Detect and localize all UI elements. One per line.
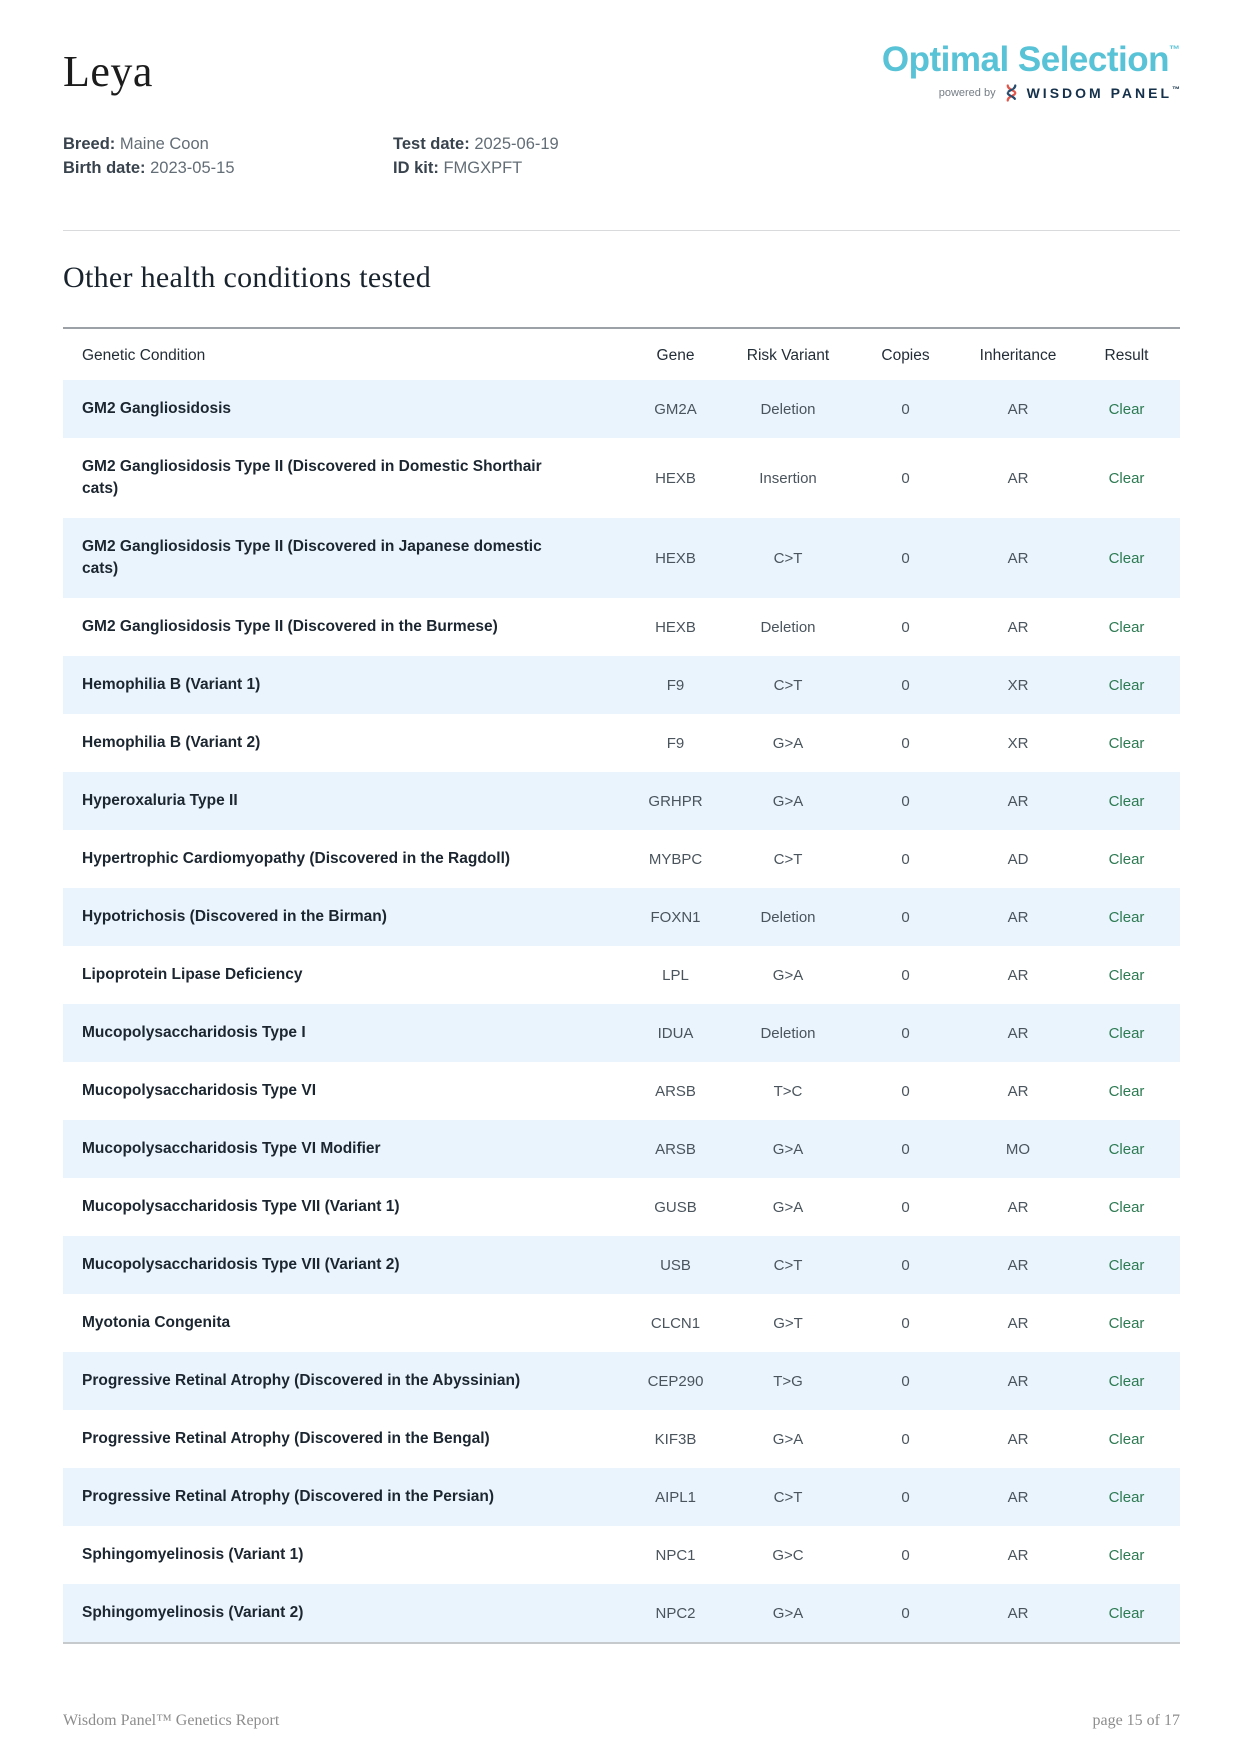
- column-header-risk-variant: Risk Variant: [746, 347, 830, 364]
- copies-cell: 0: [901, 469, 910, 487]
- inheritance-cell: XR: [1007, 734, 1029, 752]
- risk-variant-cell: G>A: [772, 1604, 804, 1622]
- table-row: [63, 1294, 1180, 1352]
- result-cell: Clear: [1108, 1198, 1145, 1216]
- table-row: [63, 830, 1180, 888]
- inheritance-cell: AR: [1007, 1430, 1029, 1448]
- result-cell: Clear: [1108, 1024, 1145, 1042]
- dna-helix-icon: [1004, 84, 1019, 102]
- table-row: [63, 518, 1180, 598]
- inheritance-cell: AD: [1007, 850, 1029, 868]
- health-conditions-table: [63, 327, 1180, 1644]
- table-row: [63, 1468, 1180, 1526]
- copies-cell: 0: [901, 1430, 910, 1448]
- condition-cell: GM2 Gangliosidosis Type II (Discovered in Japanese domestic cats): [82, 538, 542, 577]
- gene-cell: HEXB: [655, 618, 696, 636]
- gene-cell: GRHPR: [648, 792, 703, 810]
- risk-variant-cell: Deletion: [760, 400, 816, 418]
- meta-column-right: [393, 132, 723, 180]
- copies-cell: 0: [901, 734, 910, 752]
- inheritance-cell: AR: [1007, 1082, 1029, 1100]
- table-header: [63, 328, 1180, 380]
- result-cell: Clear: [1108, 400, 1145, 418]
- trademark-symbol: ™: [1172, 85, 1180, 94]
- copies-cell: 0: [901, 400, 910, 418]
- column-header-result: Result: [1104, 347, 1149, 364]
- result-cell: Clear: [1108, 1372, 1145, 1390]
- risk-variant-cell: Insertion: [759, 469, 817, 487]
- section-title: Other health conditions tested: [63, 261, 432, 294]
- test-date-label: Test date:: [393, 135, 470, 153]
- risk-variant-cell: C>T: [773, 549, 803, 567]
- gene-cell: GUSB: [654, 1198, 697, 1216]
- risk-variant-cell: G>C: [772, 1546, 804, 1564]
- table-row: [63, 1526, 1180, 1584]
- result-cell: Clear: [1108, 1488, 1145, 1506]
- table-row: [63, 1410, 1180, 1468]
- gene-cell: MYBPC: [648, 850, 703, 868]
- table-row: [63, 598, 1180, 656]
- risk-variant-cell: T>G: [773, 1372, 803, 1390]
- gene-cell: NPC2: [655, 1604, 696, 1622]
- copies-cell: 0: [901, 1546, 910, 1564]
- inheritance-cell: AR: [1007, 1314, 1029, 1332]
- table-row: [63, 438, 1180, 518]
- risk-variant-cell: C>T: [773, 850, 803, 868]
- result-cell: Clear: [1108, 1082, 1145, 1100]
- copies-cell: 0: [901, 792, 910, 810]
- risk-variant-cell: T>C: [773, 1082, 803, 1100]
- inheritance-cell: AR: [1007, 618, 1029, 636]
- footer-report-title: Wisdom Panel™ Genetics Report: [63, 1712, 280, 1729]
- table-row: [63, 1352, 1180, 1410]
- brand-logo: [882, 42, 1180, 102]
- condition-cell: Mucopolysaccharidosis Type VI Modifier: [82, 1140, 381, 1157]
- breed-label: Breed:: [63, 135, 116, 153]
- table-row: [63, 1584, 1180, 1643]
- risk-variant-cell: C>T: [773, 676, 803, 694]
- gene-cell: USB: [660, 1256, 691, 1274]
- gene-cell: ARSB: [655, 1082, 696, 1100]
- id-kit-value: FMGXPFT: [443, 159, 523, 177]
- column-header-gene: Gene: [656, 347, 695, 364]
- risk-variant-cell: C>T: [773, 1256, 803, 1274]
- condition-cell: Hemophilia B (Variant 2): [82, 734, 261, 751]
- copies-cell: 0: [901, 549, 910, 567]
- copies-cell: 0: [901, 1488, 910, 1506]
- result-cell: Clear: [1108, 1314, 1145, 1332]
- copies-cell: 0: [901, 676, 910, 694]
- copies-cell: 0: [901, 908, 910, 926]
- test-date-line: [393, 132, 723, 156]
- gene-cell: HEXB: [655, 469, 696, 487]
- inheritance-cell: AR: [1007, 1256, 1029, 1274]
- page-footer: [63, 1712, 1180, 1730]
- copies-cell: 0: [901, 1082, 910, 1100]
- copies-cell: 0: [901, 1198, 910, 1216]
- inheritance-cell: AR: [1007, 1604, 1029, 1622]
- gene-cell: AIPL1: [655, 1488, 696, 1506]
- inheritance-cell: AR: [1007, 1372, 1029, 1390]
- inheritance-cell: AR: [1007, 1546, 1029, 1564]
- inheritance-cell: AR: [1007, 1488, 1029, 1506]
- condition-cell: Mucopolysaccharidosis Type VII (Variant 2): [82, 1256, 400, 1273]
- condition-cell: GM2 Gangliosidosis: [82, 400, 231, 417]
- condition-cell: Mucopolysaccharidosis Type I: [82, 1024, 306, 1041]
- risk-variant-cell: G>T: [773, 1314, 803, 1332]
- gene-cell: GM2A: [654, 400, 697, 418]
- condition-cell: GM2 Gangliosidosis Type II (Discovered in the Burmese): [82, 618, 498, 635]
- copies-cell: 0: [901, 618, 910, 636]
- condition-cell: Hemophilia B (Variant 1): [82, 676, 261, 693]
- result-cell: Clear: [1108, 734, 1145, 752]
- result-cell: Clear: [1108, 1604, 1145, 1622]
- birth-date-label: Birth date:: [63, 159, 146, 177]
- inheritance-cell: MO: [1005, 1140, 1031, 1158]
- wisdom-panel-wordmark: [1027, 85, 1180, 101]
- table-row: [63, 714, 1180, 772]
- condition-cell: Sphingomyelinosis (Variant 2): [82, 1604, 304, 1621]
- gene-cell: ARSB: [655, 1140, 696, 1158]
- risk-variant-cell: G>A: [772, 1140, 804, 1158]
- condition-cell: Progressive Retinal Atrophy (Discovered in the Bengal): [82, 1430, 490, 1447]
- header-divider: [63, 230, 1180, 231]
- powered-by-label: powered by: [938, 87, 996, 99]
- table-row: [63, 1004, 1180, 1062]
- risk-variant-cell: G>A: [772, 734, 804, 752]
- gene-cell: CEP290: [647, 1372, 704, 1390]
- result-cell: Clear: [1108, 618, 1145, 636]
- risk-variant-cell: Deletion: [760, 618, 816, 636]
- result-cell: Clear: [1108, 908, 1145, 926]
- condition-cell: Mucopolysaccharidosis Type VII (Variant 1): [82, 1198, 400, 1215]
- condition-cell: Progressive Retinal Atrophy (Discovered in the Abyssinian): [82, 1372, 521, 1389]
- table-row: [63, 946, 1180, 1004]
- gene-cell: CLCN1: [650, 1314, 701, 1332]
- table-body: [63, 380, 1180, 1643]
- page-header: [63, 40, 1180, 180]
- inheritance-cell: AR: [1007, 1198, 1029, 1216]
- wisdom-panel-wordmark-text: WISDOM PANEL: [1026, 85, 1172, 101]
- pet-meta: [63, 132, 1180, 180]
- result-cell: Clear: [1108, 850, 1145, 868]
- inheritance-cell: AR: [1007, 792, 1029, 810]
- table-row: [63, 1236, 1180, 1294]
- result-cell: Clear: [1108, 549, 1145, 567]
- risk-variant-cell: G>A: [772, 792, 804, 810]
- result-cell: Clear: [1108, 469, 1145, 487]
- id-kit-label: ID kit:: [393, 159, 439, 177]
- table-row: [63, 656, 1180, 714]
- condition-cell: Myotonia Congenita: [82, 1314, 231, 1331]
- table-header-row: [63, 328, 1180, 380]
- condition-cell: Hypotrichosis (Discovered in the Birman): [82, 908, 387, 925]
- inheritance-cell: AR: [1007, 908, 1029, 926]
- inheritance-cell: XR: [1007, 676, 1029, 694]
- copies-cell: 0: [901, 1604, 910, 1622]
- birth-date-value: 2023-05-15: [150, 159, 235, 177]
- column-header-inheritance: Inheritance: [979, 347, 1057, 364]
- gene-cell: F9: [666, 676, 685, 694]
- table-row: [63, 380, 1180, 438]
- copies-cell: 0: [901, 966, 910, 984]
- breed-value: Maine Coon: [119, 135, 209, 153]
- condition-cell: GM2 Gangliosidosis Type II (Discovered in Domestic Shorthair cats): [82, 458, 542, 497]
- column-header-copies: Copies: [881, 347, 930, 364]
- inheritance-cell: AR: [1007, 966, 1029, 984]
- risk-variant-cell: G>A: [772, 1198, 804, 1216]
- powered-by-row: [882, 84, 1180, 102]
- footer-page-number: page 15 of 17: [1092, 1712, 1180, 1729]
- gene-cell: HEXB: [655, 549, 696, 567]
- table-row: [63, 1178, 1180, 1236]
- result-cell: Clear: [1108, 1140, 1145, 1158]
- id-kit-line: [393, 156, 723, 180]
- copies-cell: 0: [901, 1256, 910, 1274]
- inheritance-cell: AR: [1007, 1024, 1029, 1042]
- inheritance-cell: AR: [1007, 549, 1029, 567]
- condition-cell: Progressive Retinal Atrophy (Discovered in the Persian): [82, 1488, 495, 1505]
- result-cell: Clear: [1108, 1256, 1145, 1274]
- risk-variant-cell: C>T: [773, 1488, 803, 1506]
- pet-name: Leya: [63, 47, 153, 96]
- trademark-symbol: ™: [1169, 44, 1180, 56]
- risk-variant-cell: Deletion: [760, 1024, 816, 1042]
- gene-cell: NPC1: [655, 1546, 696, 1564]
- copies-cell: 0: [901, 1314, 910, 1332]
- risk-variant-cell: G>A: [772, 966, 804, 984]
- risk-variant-cell: Deletion: [760, 908, 816, 926]
- result-cell: Clear: [1108, 1546, 1145, 1564]
- risk-variant-cell: G>A: [772, 1430, 804, 1448]
- copies-cell: 0: [901, 1024, 910, 1042]
- test-date-value: 2025-06-19: [474, 135, 559, 153]
- gene-cell: FOXN1: [650, 908, 701, 926]
- optimal-selection-logo: [882, 42, 1180, 77]
- condition-cell: Mucopolysaccharidosis Type VI: [82, 1082, 317, 1099]
- result-cell: Clear: [1108, 792, 1145, 810]
- gene-cell: KIF3B: [654, 1430, 697, 1448]
- condition-cell: Hyperoxaluria Type II: [82, 792, 238, 809]
- condition-cell: Lipoprotein Lipase Deficiency: [82, 966, 303, 983]
- copies-cell: 0: [901, 850, 910, 868]
- table-row: [63, 1062, 1180, 1120]
- condition-cell: Hypertrophic Cardiomyopathy (Discovered in the Ragdoll): [82, 850, 511, 867]
- copies-cell: 0: [901, 1140, 910, 1158]
- table-row: [63, 772, 1180, 830]
- optimal-selection-logo-text: Optimal Selection: [881, 40, 1169, 79]
- birth-date-line: [63, 156, 393, 180]
- table-row: [63, 1120, 1180, 1178]
- inheritance-cell: AR: [1007, 400, 1029, 418]
- column-header-genetic-condition: Genetic Condition: [82, 347, 206, 364]
- result-cell: Clear: [1108, 1430, 1145, 1448]
- table-row: [63, 888, 1180, 946]
- meta-column-left: [63, 132, 393, 180]
- inheritance-cell: AR: [1007, 469, 1029, 487]
- condition-cell: Sphingomyelinosis (Variant 1): [82, 1546, 304, 1563]
- result-cell: Clear: [1108, 966, 1145, 984]
- result-cell: Clear: [1108, 676, 1145, 694]
- copies-cell: 0: [901, 1372, 910, 1390]
- gene-cell: LPL: [662, 966, 689, 984]
- gene-cell: IDUA: [657, 1024, 694, 1042]
- breed-line: [63, 132, 393, 156]
- gene-cell: F9: [666, 734, 685, 752]
